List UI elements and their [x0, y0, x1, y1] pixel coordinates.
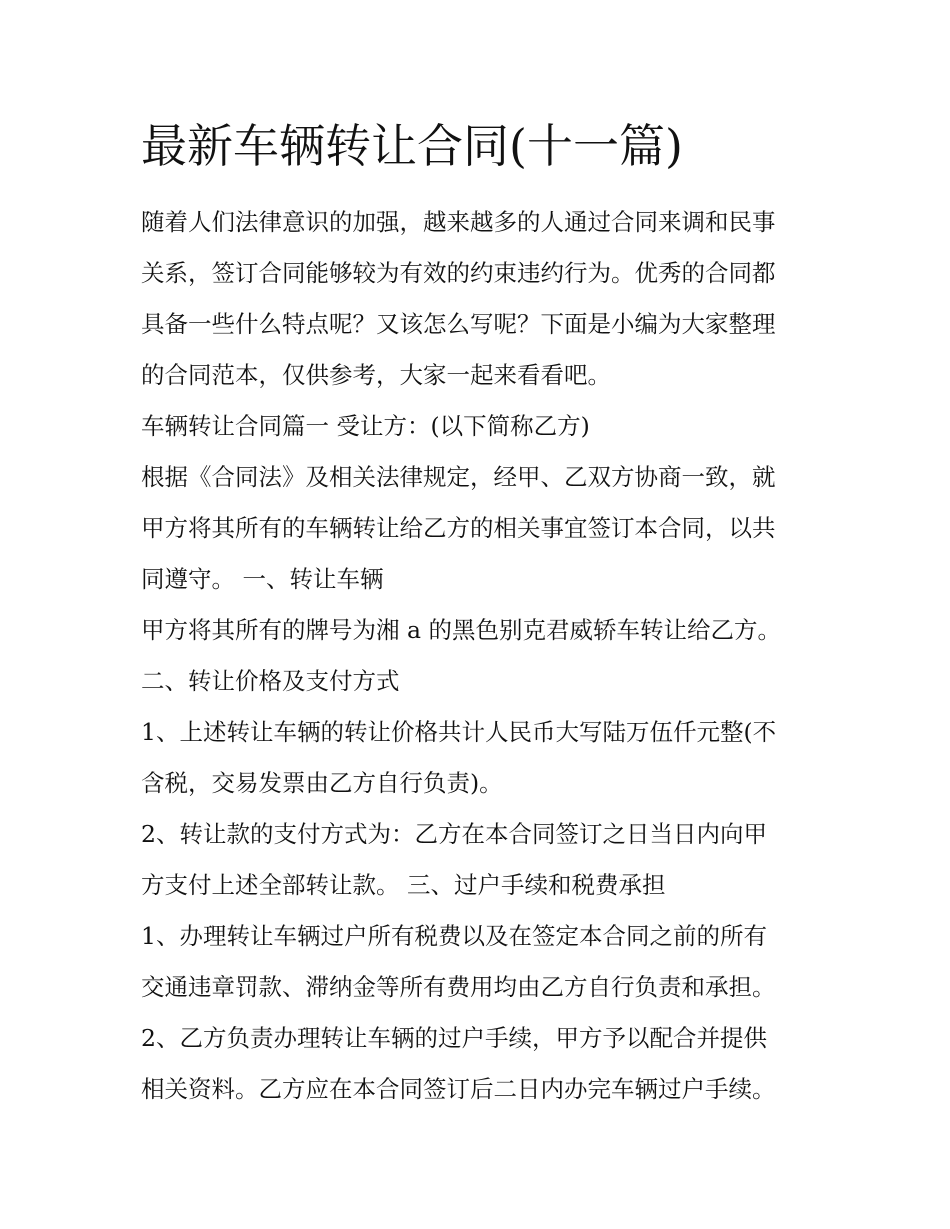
text-line: 具备一些什么特点呢？又该怎么写呢？下面是小编为大家整理 — [141, 310, 776, 338]
text-line: 相关资料。乙方应在本合同签订后二日内办完车辆过户手续。 — [141, 1075, 776, 1103]
text-line: 1、办理转让车辆过户所有税费以及在签定本合同之前的所有 — [141, 922, 767, 950]
text-line: 甲方将其所有的车辆转让给乙方的相关事宜签订本合同，以共 — [141, 514, 776, 542]
text-line: 交通违章罚款、滞纳金等所有费用均由乙方自行负责和承担。 — [141, 973, 776, 1001]
text-line: 方支付上述全部转让款。 三、过户手续和税费承担 — [141, 871, 666, 899]
paragraph-price-heading — [141, 656, 821, 707]
paragraph-transfer-clause-2 — [141, 1013, 821, 1115]
text-line: 含税，交易发票由乙方自行负责)。 — [141, 769, 503, 797]
paragraph-intro — [141, 197, 821, 401]
text-line: 关系，签订合同能够较为有效的约束违约行为。优秀的合同都 — [141, 259, 776, 287]
text-line: 甲方将其所有的牌号为湘 a 的黑色别克君威轿车转让给乙方。 — [141, 616, 781, 644]
paragraph-preamble — [141, 452, 821, 605]
document-title: 最新车辆转让合同(十一篇) — [141, 119, 683, 173]
paragraph-section-heading — [141, 401, 821, 452]
text-line: 2、转让款的支付方式为：乙方在本合同签订之日当日内向甲 — [141, 820, 767, 848]
title-spacing — [141, 180, 821, 197]
paragraph-vehicle — [141, 605, 821, 656]
text-line: 随着人们法律意识的加强，越来越多的人通过合同来调和民事 — [141, 208, 776, 236]
text-line: 二、转让价格及支付方式 — [141, 667, 400, 695]
paragraph-price-clause-2 — [141, 809, 821, 911]
text-line: 同遵守。 一、转让车辆 — [141, 565, 384, 593]
paragraph-price-clause-1 — [141, 707, 821, 809]
text-line: 2、乙方负责办理转让车辆的过户手续，甲方予以配合并提供 — [141, 1024, 767, 1052]
paragraph-transfer-clause-1 — [141, 911, 821, 1013]
document-body — [141, 112, 821, 1115]
text-line: 根据《合同法》及相关法律规定，经甲、乙双方协商一致，就 — [141, 463, 776, 491]
text-line: 车辆转让合同篇一 受让方：(以下简称乙方) — [141, 412, 590, 440]
text-line: 的合同范本，仅供参考，大家一起来看看吧。 — [141, 361, 611, 389]
text-line: 1、上述转让车辆的转让价格共计人民币大写陆万伍仟元整(不 — [141, 718, 777, 746]
